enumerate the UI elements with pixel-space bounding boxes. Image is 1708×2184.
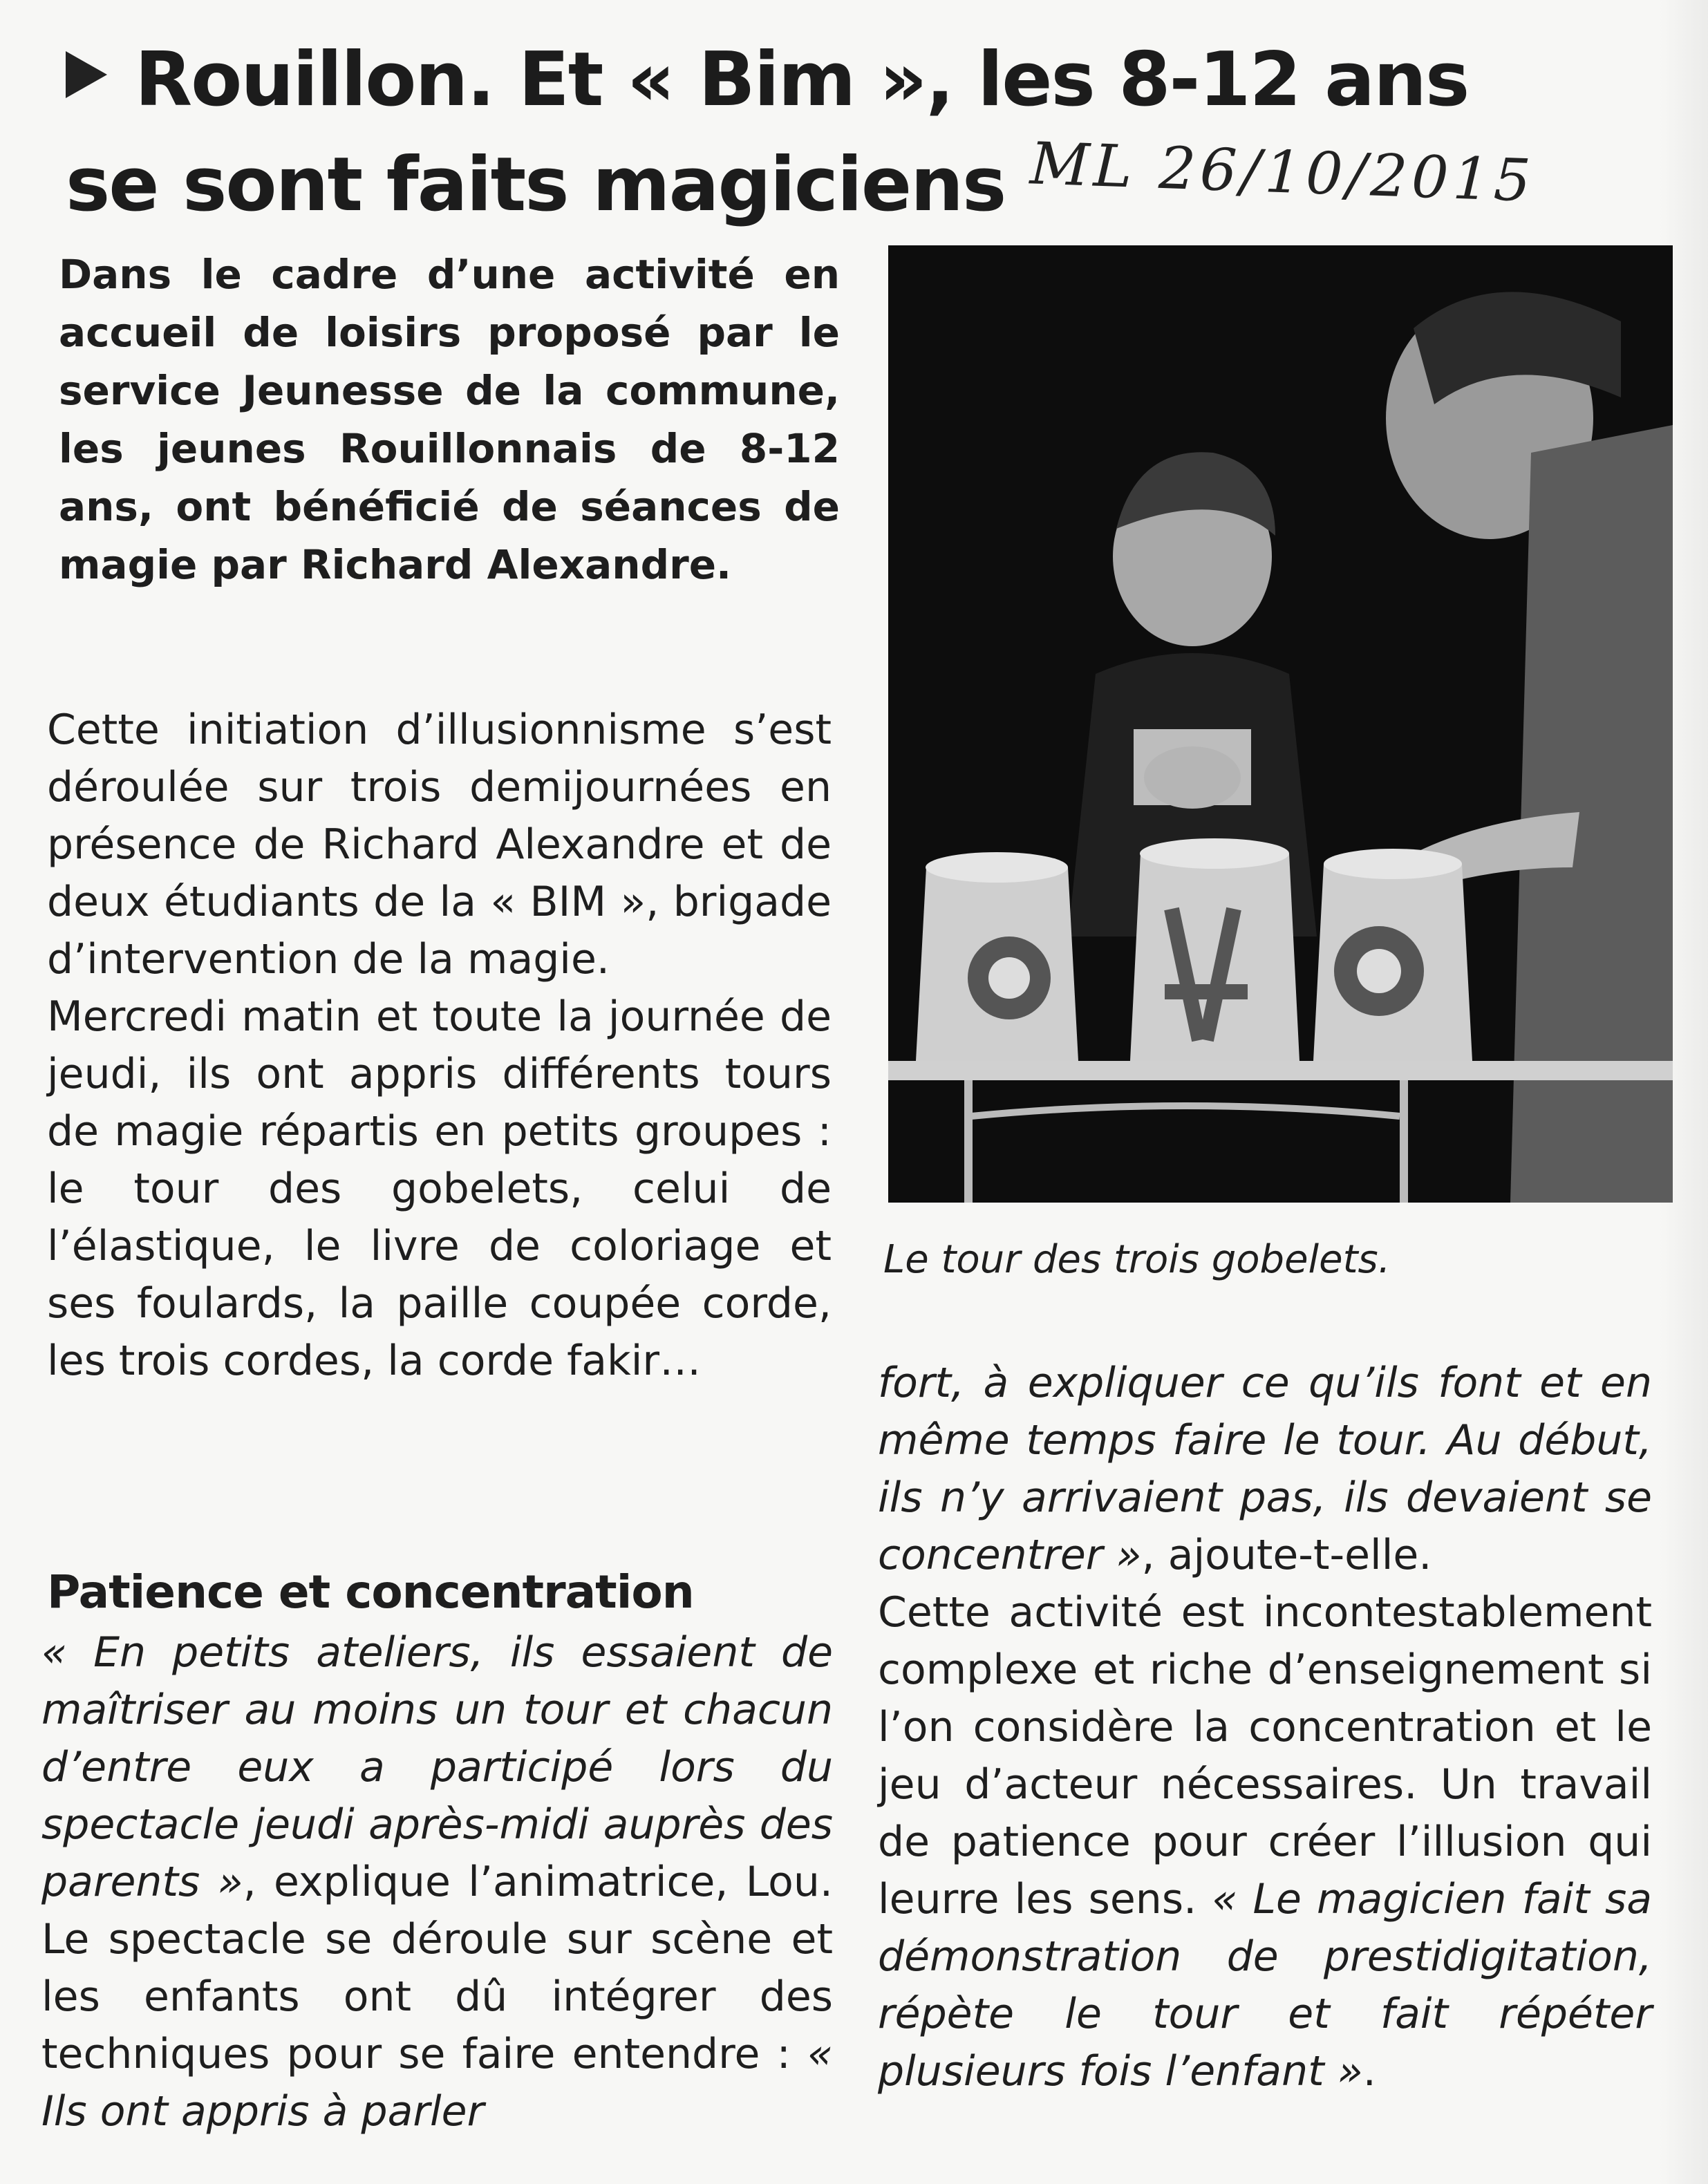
- body-paragraph-2: Mercredi matin et toute la journée de jeudi, ils ont appris différents tours de magie répartis en petits groupes : le tour des gobelets, celui de l’élastique, le livre de coloriage et ses foulards, la paille coupée corde, les trois cordes, la corde fakir…: [47, 992, 832, 1385]
- headline-line-1: Rouillon. Et « Bim », les 8-12 ans: [135, 37, 1469, 123]
- right-normal-2: Cette activité est incontestablement complexe et riche d’enseignement si l’on considère la concentration et le jeu d’acteur nécessaires. Un travail de patience pour créer l’illusion qui leurre les sens.: [878, 1588, 1652, 1923]
- quote-paragraph: [41, 1624, 833, 2140]
- cup-right: [1313, 849, 1472, 1061]
- right-paragraph-1: [878, 1355, 1652, 1584]
- quote-italic-1: « En petits ateliers, ils essaient de maîtriser au moins un tour et chacun d’entre eux a participé lors du spectacle jeudi après-midi auprès des parents »: [41, 1628, 833, 1906]
- body-paragraph-1: Cette initiation d’illusionnisme s’est déroulée sur trois demijournées en présence de Richard Alexandre et de deux étudiants de la « BIM », brigade d’intervention de la magie.: [47, 706, 832, 983]
- right-normal-1: , ajoute-t-elle.: [1141, 1531, 1432, 1579]
- quote-italic-2: « Ils ont appris à parler: [41, 2030, 833, 2136]
- left-column-body: [47, 702, 832, 1390]
- article-photo: [888, 245, 1673, 1203]
- handwritten-date-note: ML 26/10/2015: [1029, 129, 1537, 215]
- right-end: .: [1362, 2047, 1376, 2096]
- intro-paragraph: Dans le cadre d’une activité en accueil de loisirs proposé par le service Jeunesse de la commune, les jeunes Rouillonnais de 8-12 ans, ont bénéficié de séances de magie par Richard Alexandre.: [59, 251, 840, 588]
- right-paragraph-2: [878, 1584, 1652, 2100]
- cup-middle: [1130, 838, 1299, 1061]
- table-top: [888, 1061, 1673, 1080]
- section-subhead: Patience et concentration: [47, 1565, 694, 1619]
- headline-line-2: se sont faits magiciens: [66, 142, 1006, 228]
- photo-caption: Le tour des trois gobelets.: [883, 1237, 1391, 1282]
- right-column-body: [878, 1355, 1652, 2100]
- right-italic-2: « Le magicien fait sa démonstration de prestidigitation, répète le tour et fait répéter plusieurs fois l’enfant »: [878, 1875, 1652, 2096]
- play-triangle-icon: [66, 51, 107, 98]
- adult-body: [1510, 425, 1673, 1203]
- quote-normal-1: , explique l’animatrice, Lou. Le spectacle se déroule sur scène et les enfants ont dû intégrer des techniques pour se faire entendre :: [41, 1858, 833, 2078]
- right-italic-1: fort, à expliquer ce qu’ils font et en même temps faire le tour. Au début, ils n’y arrivaient pas, ils devaient se concentrer »: [878, 1359, 1652, 1579]
- cup-left: [916, 852, 1078, 1061]
- photo-illustration: [888, 245, 1673, 1203]
